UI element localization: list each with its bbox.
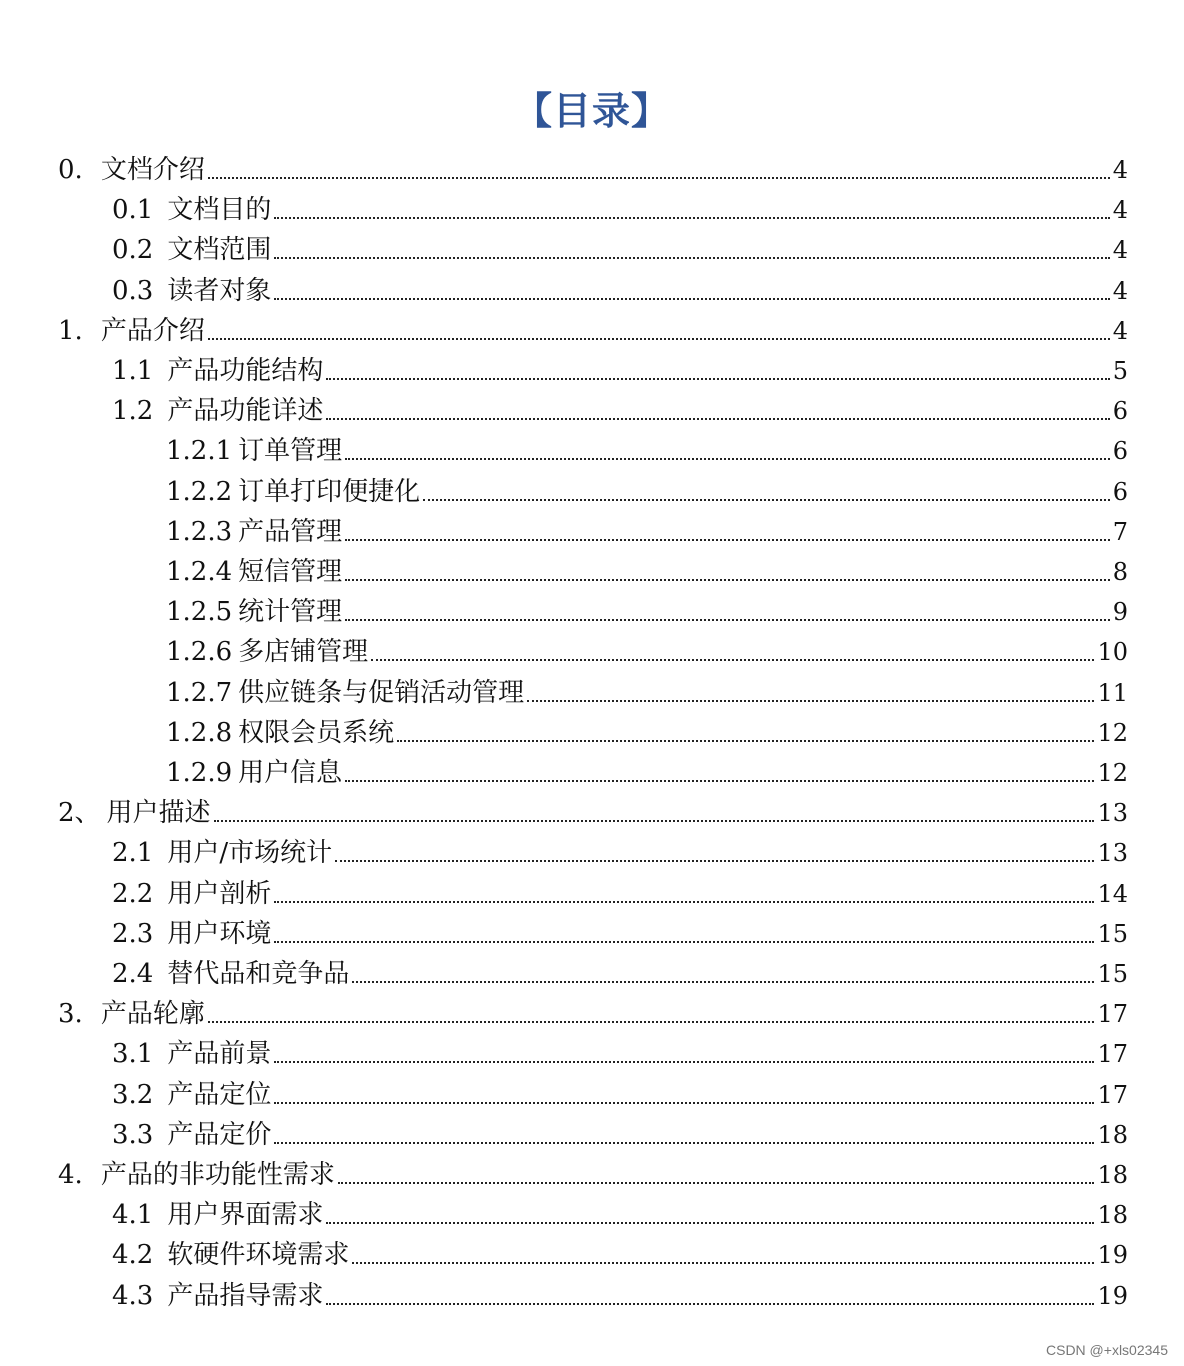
toc-entry-page: 4 — [1112, 156, 1128, 184]
toc-entry-page: 12 — [1097, 718, 1128, 747]
toc-entry-title: 用户信息 — [238, 758, 343, 788]
toc-entry-number: 3.2 — [112, 1079, 154, 1110]
toc-dot-leader — [274, 940, 1094, 943]
toc-entry-title: 产品定价 — [167, 1119, 272, 1150]
toc-entry-title: 文档介绍 — [100, 155, 205, 185]
toc-dot-leader — [345, 457, 1110, 460]
toc-entry-number: 2.3 — [112, 918, 154, 949]
toc-dot-leader — [352, 1261, 1094, 1264]
toc-dot-leader — [274, 216, 1109, 219]
toc-entry[interactable] — [58, 989, 1128, 1029]
toc-entry-page: 13 — [1097, 839, 1128, 868]
toc-entry-title: 用户/市场统计 — [167, 838, 333, 869]
toc-entry-page: 18 — [1097, 1161, 1128, 1189]
toc-entry-title: 读者对象 — [167, 275, 272, 306]
toc-entry-page: 4 — [1112, 196, 1128, 225]
toc-entry-title: 短信管理 — [238, 557, 343, 587]
toc-entry-number: 0.3 — [112, 275, 154, 306]
toc-entry[interactable] — [166, 708, 1128, 748]
toc-entry-number: 0.2 — [112, 235, 154, 266]
toc-entry-title: 产品管理 — [238, 516, 343, 547]
toc-dot-leader — [326, 417, 1109, 420]
toc-entry[interactable] — [112, 346, 1128, 386]
toc-entry[interactable] — [112, 1029, 1128, 1069]
toc-entry-title: 替代品和竞争品 — [167, 959, 350, 989]
toc-entry-number: 2.4 — [112, 959, 154, 989]
toc-entry-number: 1.2.5 — [166, 597, 233, 628]
toc-entry-number: 3. — [58, 999, 83, 1030]
toc-entry-number: 1.2.1 — [166, 436, 233, 467]
toc-entry-number: 1.2 — [112, 396, 154, 427]
toc-entry[interactable] — [112, 869, 1128, 909]
toc-entry-title: 文档范围 — [167, 235, 272, 266]
toc-entry[interactable] — [58, 306, 1128, 346]
toc-dot-leader — [208, 1020, 1095, 1023]
toc-entry[interactable] — [112, 386, 1128, 426]
toc-dot-leader — [345, 618, 1110, 621]
toc-entry-page: 17 — [1097, 1000, 1128, 1029]
toc-dot-leader — [326, 1302, 1094, 1305]
toc-entry[interactable] — [166, 748, 1128, 788]
toc-dot-leader — [335, 859, 1094, 862]
toc-entry-page: 12 — [1097, 759, 1128, 787]
toc-entry[interactable] — [166, 587, 1128, 627]
toc-dot-leader — [345, 538, 1110, 541]
toc-entry-title: 产品功能结构 — [167, 356, 324, 386]
watermark: CSDN @+xls02345 — [1046, 1342, 1168, 1358]
toc-dot-leader — [397, 739, 1094, 742]
toc-entry-title: 产品功能详述 — [167, 396, 324, 427]
toc-dot-leader — [274, 256, 1109, 259]
toc-entry-page: 13 — [1097, 799, 1128, 828]
toc-entry-page: 4 — [1112, 276, 1128, 305]
toc-entry-page: 5 — [1112, 357, 1128, 385]
toc-entry-title: 订单管理 — [238, 436, 343, 467]
toc-entry-title: 文档目的 — [167, 195, 272, 226]
toc-entry-page: 6 — [1112, 437, 1128, 466]
toc-entry[interactable] — [166, 467, 1128, 507]
toc-dot-leader — [371, 658, 1094, 661]
toc-entry-page: 17 — [1097, 1040, 1128, 1069]
toc-dot-leader — [214, 819, 1095, 822]
toc-entry-page: 15 — [1097, 960, 1128, 988]
toc-entry-page: 6 — [1112, 477, 1128, 506]
toc-dot-leader — [326, 1221, 1094, 1224]
toc-entry-title: 产品的非功能性需求 — [100, 1160, 335, 1190]
toc-entry-number: 4.1 — [112, 1200, 154, 1231]
toc-entry-page: 4 — [1112, 236, 1128, 265]
toc-entry-page: 18 — [1097, 1120, 1128, 1149]
toc-entry-number: 1.2.2 — [166, 476, 233, 507]
toc-entry-title: 统计管理 — [238, 597, 343, 628]
toc-entry[interactable] — [112, 1271, 1128, 1311]
toc-entry-title: 软硬件环境需求 — [167, 1240, 350, 1271]
toc-dot-leader — [208, 337, 1110, 340]
toc-entry-title: 用户界面需求 — [167, 1200, 324, 1231]
toc-entry[interactable] — [112, 185, 1128, 225]
toc-entry-title: 产品介绍 — [100, 315, 205, 346]
toc-entry-page: 15 — [1097, 919, 1128, 948]
toc-entry[interactable] — [166, 547, 1128, 587]
toc-entry-number: 4.3 — [112, 1280, 154, 1311]
toc-dot-leader — [274, 297, 1109, 300]
toc-entry-number: 1.2.6 — [166, 637, 233, 668]
toc-entry-page: 18 — [1097, 1201, 1128, 1230]
toc-dot-leader — [274, 1060, 1094, 1063]
toc-dot-leader — [345, 578, 1110, 581]
toc-dot-leader — [423, 498, 1110, 501]
toc-entry-title: 供应链条与促销活动管理 — [238, 677, 525, 708]
toc-title: 【目录】 — [513, 89, 670, 133]
toc-dot-leader — [274, 1141, 1094, 1144]
toc-entry-number: 1.2.8 — [166, 717, 233, 748]
toc-entry-page: 8 — [1112, 558, 1128, 586]
toc-entry-page: 14 — [1097, 879, 1128, 908]
toc-entry[interactable] — [112, 949, 1128, 989]
toc-entry-number: 1. — [58, 315, 83, 346]
toc-entry-number: 4. — [58, 1160, 83, 1190]
toc-dot-leader — [274, 1101, 1094, 1104]
toc-entry-number: 2、 — [58, 798, 101, 829]
toc-entry[interactable] — [112, 1230, 1128, 1270]
toc-entry[interactable] — [166, 426, 1128, 466]
toc-entry-number: 1.2.9 — [166, 758, 233, 788]
toc-dot-leader — [345, 779, 1094, 782]
toc-entry-number: 3.3 — [112, 1119, 154, 1150]
toc-entry[interactable] — [112, 828, 1128, 868]
toc-dot-leader — [208, 176, 1110, 179]
toc-entry-title: 用户剖析 — [167, 878, 272, 909]
toc-dot-leader — [352, 980, 1094, 983]
toc-entry-number: 4.2 — [112, 1240, 154, 1271]
toc-entry-page: 19 — [1097, 1241, 1128, 1270]
toc-entry-number: 0.1 — [112, 195, 154, 226]
toc-entry-page: 4 — [1112, 316, 1128, 345]
toc-entry-page: 11 — [1097, 678, 1128, 707]
toc-entry-title: 产品指导需求 — [167, 1280, 324, 1311]
toc-entry-page: 9 — [1112, 598, 1128, 627]
toc-entry-number: 2.1 — [112, 838, 154, 869]
toc-entry-page: 7 — [1112, 517, 1128, 546]
toc-entry-number: 2.2 — [112, 878, 154, 909]
toc-entry[interactable] — [112, 1070, 1128, 1110]
toc-entry[interactable] — [166, 507, 1128, 547]
toc-dot-leader — [326, 377, 1109, 380]
toc-entry-number: 1.2.4 — [166, 557, 233, 587]
toc-entry-page: 10 — [1097, 638, 1128, 667]
toc-dot-leader — [274, 900, 1094, 903]
toc-entry[interactable] — [112, 1190, 1128, 1230]
toc-entry[interactable] — [112, 266, 1128, 306]
toc-entry-title: 用户环境 — [167, 918, 272, 949]
toc-entry-number: 1.1 — [112, 356, 154, 386]
toc-entry-number: 3.1 — [112, 1039, 154, 1070]
toc-entry[interactable] — [58, 145, 1128, 185]
toc-entry-title: 产品前景 — [167, 1039, 272, 1070]
toc-entry-title: 权限会员系统 — [238, 717, 395, 748]
toc-entry-title: 产品轮廓 — [100, 999, 205, 1030]
toc-entry-number: 0. — [58, 155, 83, 185]
toc-entry[interactable] — [58, 1150, 1128, 1190]
toc-entry[interactable] — [58, 788, 1128, 828]
toc-entry[interactable] — [112, 225, 1128, 265]
toc-dot-leader — [338, 1181, 1095, 1184]
toc-entry-title: 订单打印便捷化 — [238, 476, 421, 507]
toc-entry[interactable] — [112, 909, 1128, 949]
toc-entry-title: 产品定位 — [167, 1079, 272, 1110]
toc-entry[interactable] — [166, 668, 1128, 708]
toc-entry-title: 多店铺管理 — [238, 637, 369, 668]
toc-entry[interactable] — [166, 627, 1128, 667]
toc-entry-number: 1.2.7 — [166, 677, 233, 708]
toc-entry-number: 1.2.3 — [166, 516, 233, 547]
toc-entry-page: 17 — [1097, 1080, 1128, 1109]
toc-dot-leader — [527, 699, 1094, 702]
toc-entry[interactable] — [112, 1110, 1128, 1150]
toc-entry-page: 6 — [1112, 397, 1128, 426]
toc-entry-page: 19 — [1097, 1281, 1128, 1310]
toc-entry-title: 用户描述 — [106, 798, 211, 829]
